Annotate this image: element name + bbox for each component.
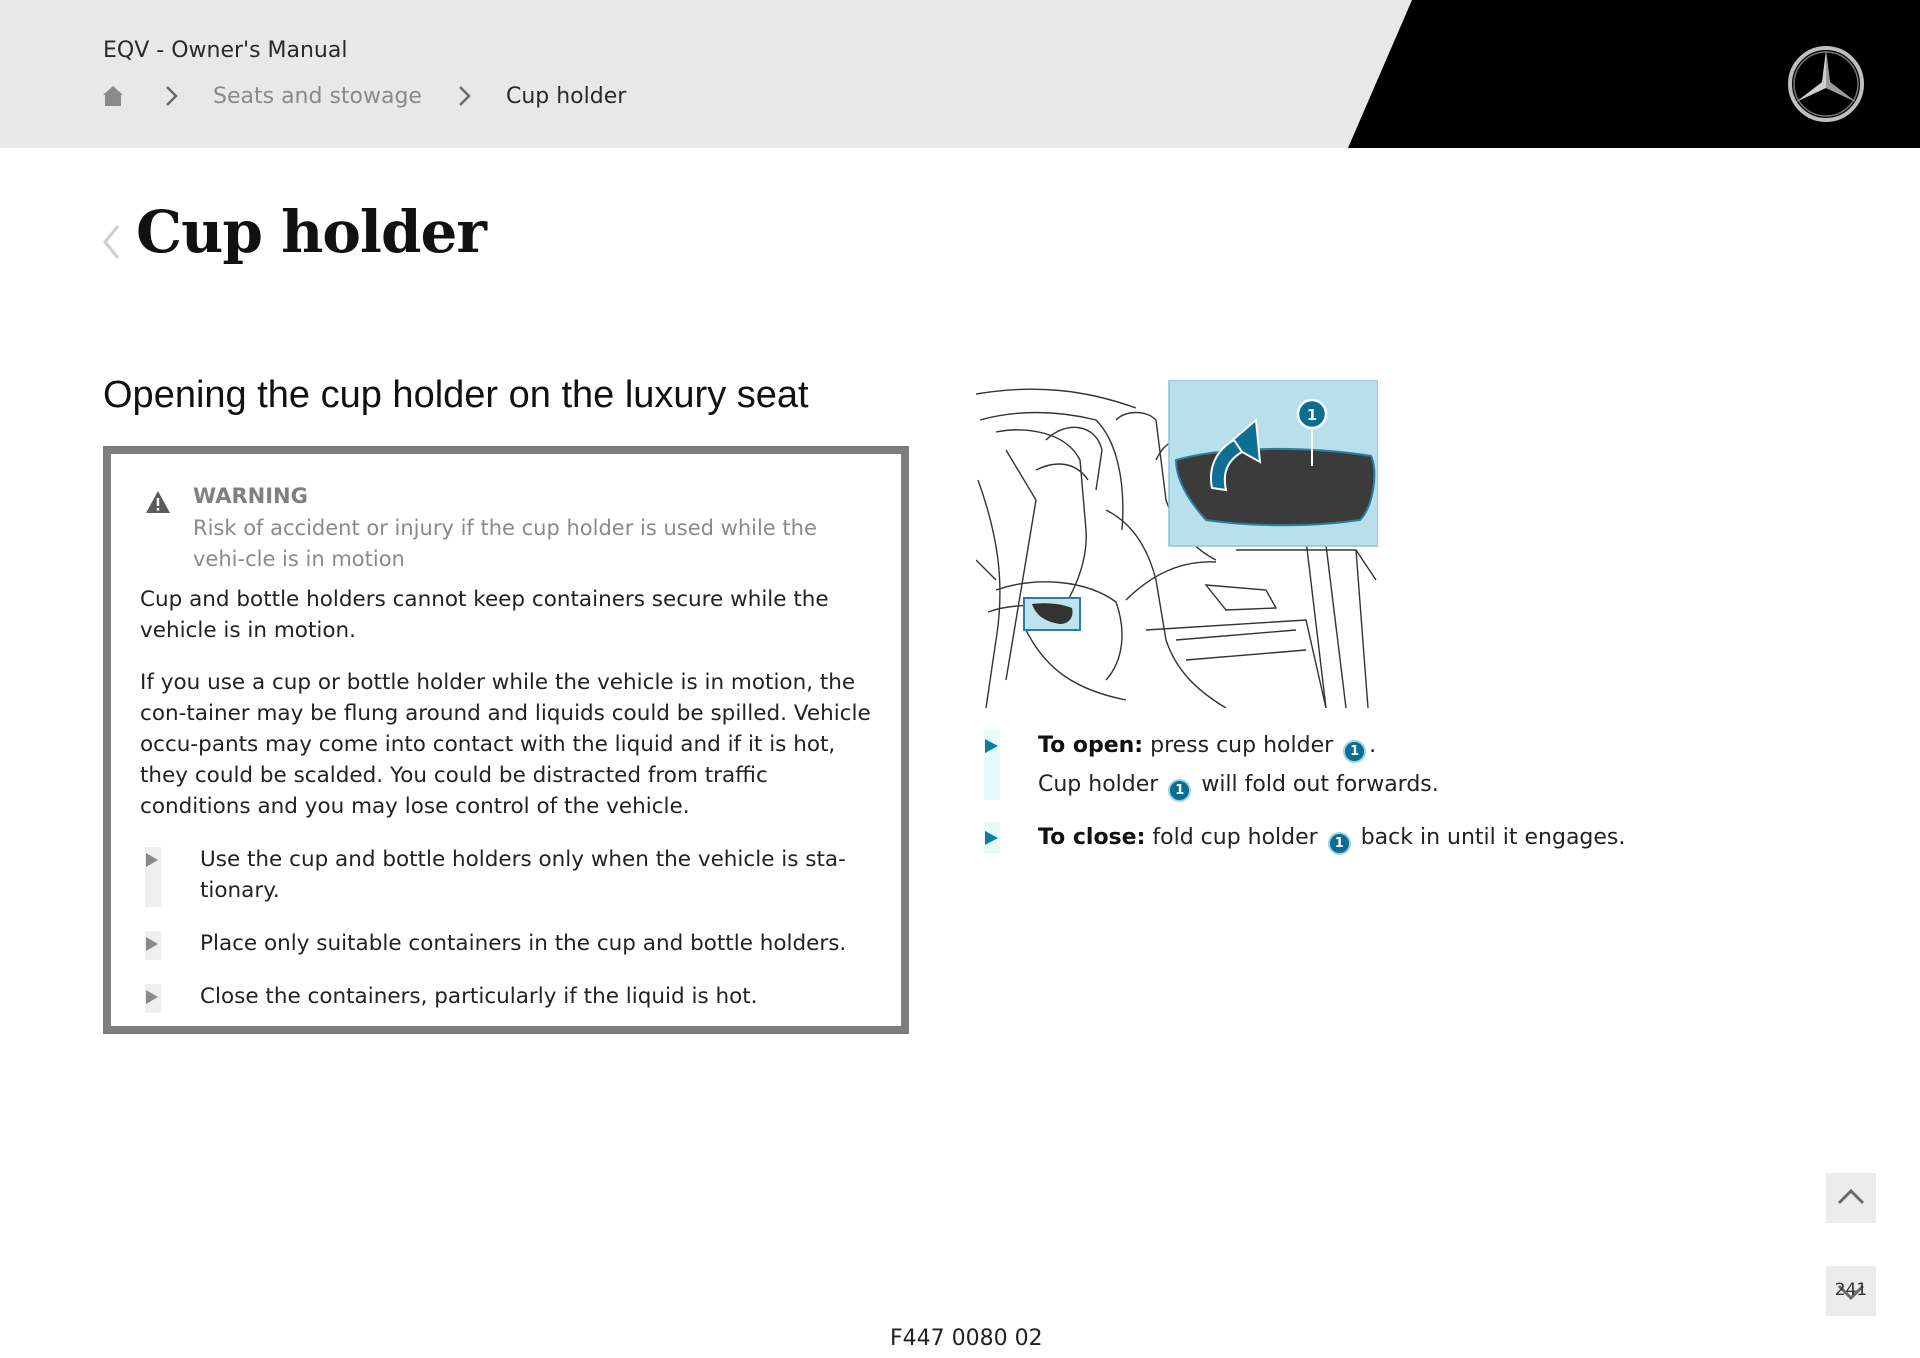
step-arrow-icon	[146, 990, 158, 1004]
close-text: back in until it engages.	[1360, 825, 1626, 850]
warning-box	[103, 446, 909, 1034]
cup-holder-illustration	[976, 380, 1378, 708]
warning-triangle-icon	[145, 490, 171, 514]
warning-instruction-list	[140, 844, 880, 1034]
page-number: 241	[1834, 1280, 1868, 1300]
callout-badge: 1	[1168, 779, 1191, 802]
illustration-callout-number: 1	[1306, 406, 1318, 424]
warning-paragraph: Cup and bottle holders cannot keep containers secure while the vehicle is in motion.	[140, 587, 829, 643]
list-item-text: Use the cup and bottle holders only when the vehicle is sta-tionary.	[200, 847, 846, 903]
list-item	[140, 844, 880, 906]
warning-subtitle: Risk of accident or injury if the cup holder is used while the vehi-cle is in motion	[193, 516, 817, 571]
step-arrow-icon	[985, 831, 998, 845]
close-text: fold cup holder	[1152, 825, 1318, 850]
app-title: EQV - Owner's Manual	[103, 38, 348, 63]
callout-badge: 1	[1328, 832, 1351, 855]
warning-paragraph: If you use a cup or bottle holder while the vehicle is in motion, the con-tainer may be flung around and liquids could be spilled. Vehicle occu-pants may come into contact with the liquid and if it is hot, they could be scalded. You could be distracted from traffic conditions and you may lose control of the vehicle.	[140, 670, 871, 819]
open-label: To open:	[1038, 733, 1144, 758]
chevron-right-icon	[159, 84, 183, 108]
chevron-right-icon	[452, 84, 476, 108]
list-item	[140, 981, 880, 1012]
close-label: To close:	[1038, 825, 1146, 850]
step-arrow-icon	[985, 739, 998, 753]
callout-badge: 1	[1343, 740, 1366, 763]
section-title: Opening the cup holder on the luxury seat	[103, 374, 809, 416]
open-text: press cup holder	[1150, 733, 1334, 758]
period: .	[1369, 733, 1377, 758]
chevron-up-icon	[1826, 1173, 1876, 1223]
instruction-close	[980, 818, 1680, 857]
mercedes-star-logo	[1786, 44, 1866, 124]
list-item-text: Place only suitable containers in the cup and bottle holders.	[200, 931, 847, 956]
page-title: Cup holder	[136, 198, 486, 266]
breadcrumb	[101, 80, 626, 112]
open-result-text: will fold out forwards.	[1201, 772, 1439, 797]
list-item-text: Close the containers, particularly if the liquid is hot.	[200, 984, 758, 1009]
list-item	[140, 928, 880, 959]
back-chevron-icon[interactable]	[100, 222, 122, 262]
page-number-button[interactable]	[1826, 1266, 1876, 1316]
breadcrumb-current: Cup holder	[505, 83, 627, 109]
step-arrow-icon	[146, 853, 158, 867]
breadcrumb-seats-and-stowage[interactable]: Seats and stowage	[213, 83, 422, 109]
instruction-open	[980, 726, 1680, 804]
scroll-to-top-button[interactable]	[1826, 1173, 1876, 1223]
warning-title: WARNING	[193, 484, 308, 508]
instruction-list	[980, 726, 1680, 871]
open-result-text: Cup holder	[1038, 772, 1159, 797]
home-icon[interactable]	[101, 84, 125, 108]
step-arrow-icon	[146, 937, 158, 951]
header-black-panel	[0, 0, 1920, 148]
figure-code: F447 0080 02	[890, 1326, 1043, 1351]
